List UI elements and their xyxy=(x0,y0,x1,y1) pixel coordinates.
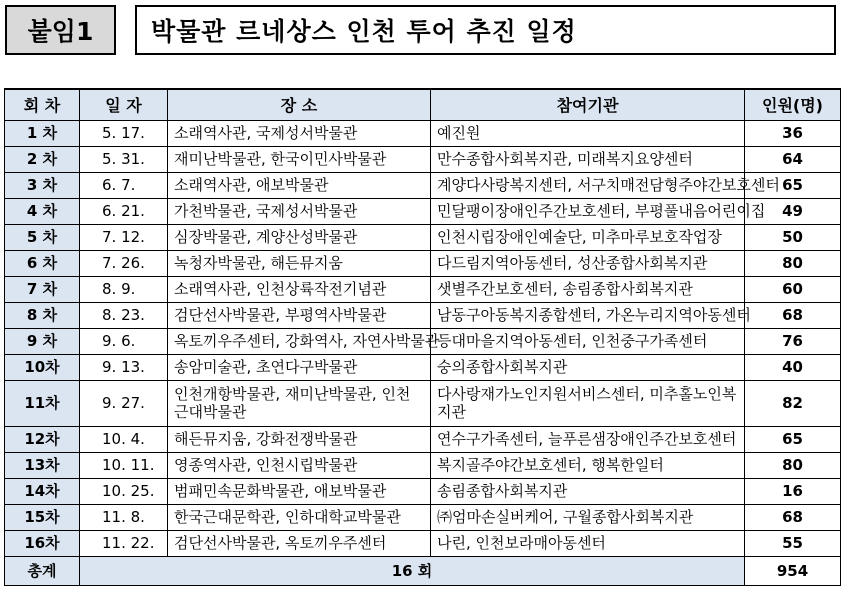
row-place: 옥토끼우주센터, 강화역사, 자연사박물관 xyxy=(168,328,431,354)
table-row xyxy=(5,478,841,504)
row-round: 3 차 xyxy=(5,172,80,198)
row-org: 민달팽이장애인주간보호센터, 부평풀내음어린이집 xyxy=(431,198,745,224)
row-date: 5. 17. xyxy=(80,120,168,146)
row-date: 7. 26. xyxy=(80,250,168,276)
row-count: 64 xyxy=(745,146,841,172)
row-place: 범패민속문화박물관, 애보박물관 xyxy=(168,478,431,504)
header-org: 참여기관 xyxy=(431,89,745,120)
row-count: 36 xyxy=(745,120,841,146)
row-count: 76 xyxy=(745,328,841,354)
row-date: 6. 21. xyxy=(80,198,168,224)
header-round: 회 차 xyxy=(5,89,80,120)
row-org: 송림종합사회복지관 xyxy=(431,478,745,504)
row-date: 10. 25. xyxy=(80,478,168,504)
row-count: 60 xyxy=(745,276,841,302)
row-org: 예진원 xyxy=(431,120,745,146)
document-title: 박물관 르네상스 인천 투어 추진 일정 xyxy=(135,5,836,55)
row-org: 샛별주간보호센터, 송림종합사회복지관 xyxy=(431,276,745,302)
row-place: 인천개항박물관, 재미난박물관, 인천근대박물관 xyxy=(168,380,431,426)
row-place: 검단선사박물관, 부평역사박물관 xyxy=(168,302,431,328)
row-place: 한국근대문학관, 인하대학교박물관 xyxy=(168,504,431,530)
attachment-tag: 붙임1 xyxy=(5,5,116,55)
row-date: 8. 9. xyxy=(80,276,168,302)
table-row xyxy=(5,146,841,172)
row-org: 인천시립장애인예술단, 미추마루보호작업장 xyxy=(431,224,745,250)
row-org: ㈜엄마손실버케어, 구월종합사회복지관 xyxy=(431,504,745,530)
row-place: 재미난박물관, 한국이민사박물관 xyxy=(168,146,431,172)
row-count: 55 xyxy=(745,530,841,556)
row-count: 16 xyxy=(745,478,841,504)
row-round: 15차 xyxy=(5,504,80,530)
row-date: 11. 22. xyxy=(80,530,168,556)
table-row xyxy=(5,120,841,146)
row-round: 8 차 xyxy=(5,302,80,328)
row-date: 5. 31. xyxy=(80,146,168,172)
table-row xyxy=(5,198,841,224)
table-row xyxy=(5,426,841,452)
total-count: 954 xyxy=(745,556,841,585)
table-row xyxy=(5,354,841,380)
row-org: 나린, 인천보라매아동센터 xyxy=(431,530,745,556)
row-round: 2 차 xyxy=(5,146,80,172)
table-row xyxy=(5,224,841,250)
table-row xyxy=(5,250,841,276)
total-row xyxy=(5,556,841,585)
row-count: 40 xyxy=(745,354,841,380)
header-date: 일 자 xyxy=(80,89,168,120)
row-date: 7. 12. xyxy=(80,224,168,250)
row-count: 65 xyxy=(745,426,841,452)
row-round: 11차 xyxy=(5,380,80,426)
row-org: 다사랑재가노인지원서비스센터, 미추홀노인복지관 xyxy=(431,380,745,426)
row-round: 12차 xyxy=(5,426,80,452)
row-count: 68 xyxy=(745,504,841,530)
row-date: 9. 13. xyxy=(80,354,168,380)
row-round: 6 차 xyxy=(5,250,80,276)
row-place: 녹청자박물관, 해든뮤지움 xyxy=(168,250,431,276)
row-place: 소래역사관, 국제성서박물관 xyxy=(168,120,431,146)
row-place: 송암미술관, 초연다구박물관 xyxy=(168,354,431,380)
total-value: 16 회 xyxy=(80,556,745,585)
table-row xyxy=(5,380,841,426)
row-round: 16차 xyxy=(5,530,80,556)
table-row xyxy=(5,172,841,198)
table-row xyxy=(5,328,841,354)
row-date: 11. 8. xyxy=(80,504,168,530)
row-count: 82 xyxy=(745,380,841,426)
table-row xyxy=(5,276,841,302)
row-place: 심장박물관, 계양산성박물관 xyxy=(168,224,431,250)
table-row xyxy=(5,452,841,478)
table-row xyxy=(5,302,841,328)
row-count: 68 xyxy=(745,302,841,328)
row-org: 연수구가족센터, 늘푸른샘장애인주간보호센터 xyxy=(431,426,745,452)
row-round: 4 차 xyxy=(5,198,80,224)
header-count: 인원(명) xyxy=(745,89,841,120)
row-count: 80 xyxy=(745,250,841,276)
row-org: 만수종합사회복지관, 미래복지요양센터 xyxy=(431,146,745,172)
row-round: 9 차 xyxy=(5,328,80,354)
table-row xyxy=(5,504,841,530)
row-date: 6. 7. xyxy=(80,172,168,198)
row-date: 10. 4. xyxy=(80,426,168,452)
row-round: 7 차 xyxy=(5,276,80,302)
row-date: 8. 23. xyxy=(80,302,168,328)
header-place: 장 소 xyxy=(168,89,431,120)
row-count: 80 xyxy=(745,452,841,478)
row-date: 9. 6. xyxy=(80,328,168,354)
row-place: 소래역사관, 애보박물관 xyxy=(168,172,431,198)
row-org: 남동구아동복지종합센터, 가온누리지역아동센터 xyxy=(431,302,745,328)
row-round: 14차 xyxy=(5,478,80,504)
row-round: 10차 xyxy=(5,354,80,380)
row-count: 65 xyxy=(745,172,841,198)
table-row xyxy=(5,530,841,556)
row-org: 등대마을지역아동센터, 인천중구가족센터 xyxy=(431,328,745,354)
row-round: 1 차 xyxy=(5,120,80,146)
row-count: 49 xyxy=(745,198,841,224)
row-place: 가천박물관, 국제성서박물관 xyxy=(168,198,431,224)
row-org: 숭의종합사회복지관 xyxy=(431,354,745,380)
row-place: 검단선사박물관, 옥토끼우주센터 xyxy=(168,530,431,556)
row-date: 9. 27. xyxy=(80,380,168,426)
row-org: 복지골주야간보호센터, 행복한일터 xyxy=(431,452,745,478)
row-round: 5 차 xyxy=(5,224,80,250)
total-label: 총계 xyxy=(5,556,80,585)
table-header-row xyxy=(5,89,841,120)
row-round: 13차 xyxy=(5,452,80,478)
row-date: 10. 11. xyxy=(80,452,168,478)
row-count: 50 xyxy=(745,224,841,250)
row-place: 해든뮤지움, 강화전쟁박물관 xyxy=(168,426,431,452)
row-place: 소래역사관, 인천상륙작전기념관 xyxy=(168,276,431,302)
row-place: 영종역사관, 인천시립박물관 xyxy=(168,452,431,478)
tour-schedule-table xyxy=(4,88,841,586)
row-org: 계양다사랑복지센터, 서구치매전담형주야간보호센터 xyxy=(431,172,745,198)
row-org: 다드림지역아동센터, 성산종합사회복지관 xyxy=(431,250,745,276)
